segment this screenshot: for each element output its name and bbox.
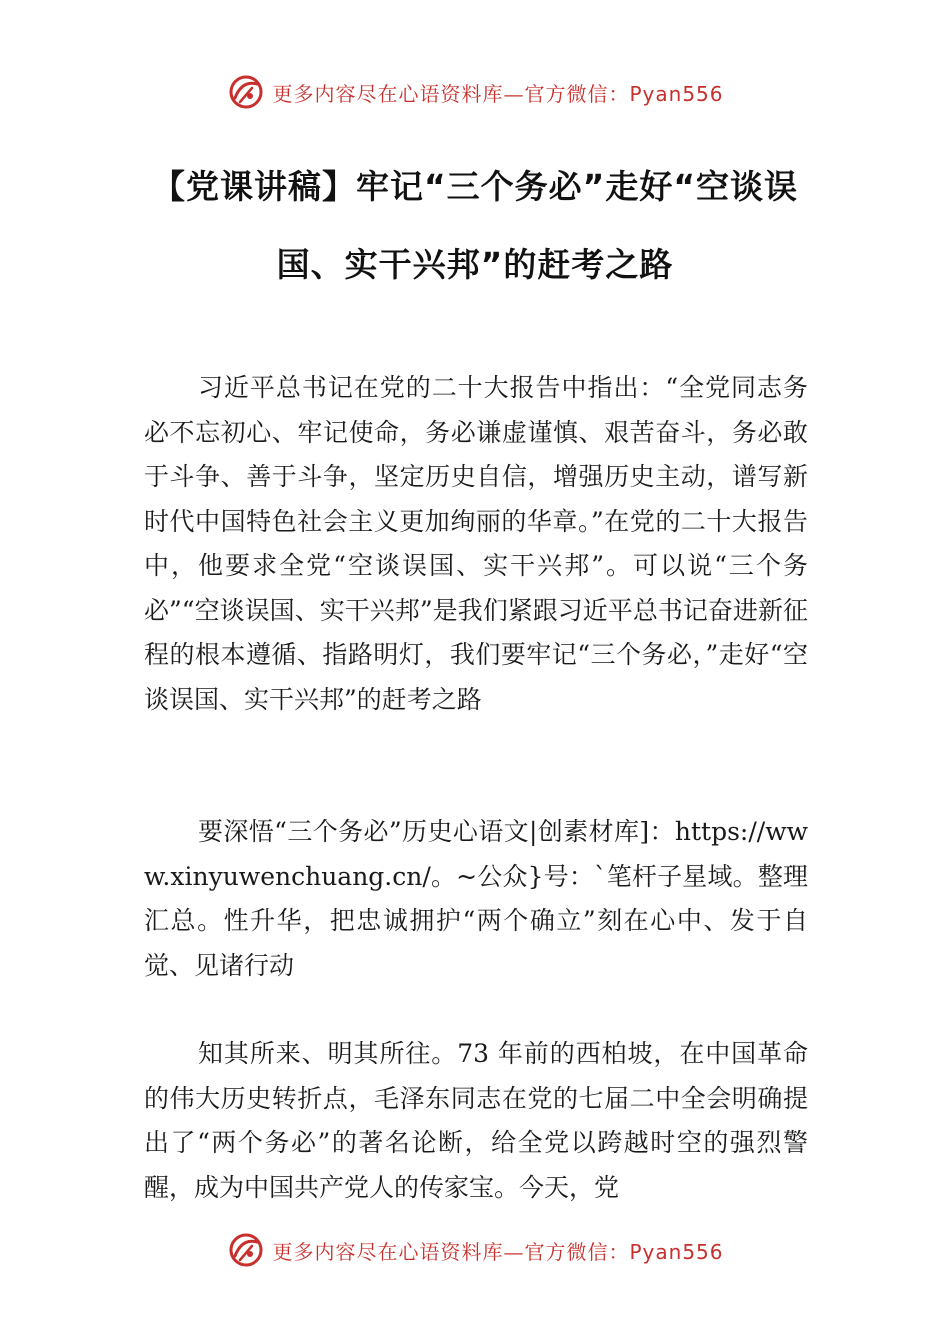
wechat-handle: Pyan556 <box>629 1239 724 1264</box>
red-seal-logo-icon <box>226 72 266 112</box>
header-banner <box>0 70 950 114</box>
paragraph-2: 要深悟“三个务必”历史心语文|创素材库]：https://www.xinyuwenchuang.cn/。~公众}号：`笔杆子星域。整理汇总。性升华，把忠诚拥护“两个确立”刻在心中、发于自觉、见诸行动 <box>144 817 808 980</box>
wechat-handle: Pyan556 <box>629 81 724 106</box>
document-title: 【党课讲稿】牢记“三个务必”走好“空谈误国、实干兴邦”的赶考之路 <box>151 167 799 284</box>
banner-label: 更多内容尽在心语资料库—官方微信： <box>272 81 630 106</box>
banner-text <box>272 78 723 107</box>
banner-text <box>272 1236 723 1265</box>
footer-banner <box>0 1228 950 1272</box>
red-seal-logo-icon <box>226 1230 266 1270</box>
banner-label: 更多内容尽在心语资料库—官方微信： <box>272 1239 630 1264</box>
paragraph-1: 习近平总书记在党的二十大报告中指出：“全党同志务必不忘初心、牢记使命，务必谦虚谨慎、艰苦奋斗，务必敢于斗争、善于斗争，坚定历史自信，增强历史主动，谱写新时代中国特色社会主义更加绚丽的华章。”在党的二十大报告中，他要求全党“空谈误国、实干兴邦”。可以说“三个务必”“空谈误国、实干兴邦”是我们紧跟习近平总书记奋进新征程的根本遵循、指路明灯，我们要牢记“三个务必，”走好“空谈误国、实干兴邦”的赶考之路 <box>144 373 808 714</box>
paragraph-3: 知其所来、明其所往。73 年前的西柏坡，在中国革命的伟大历史转折点，毛泽东同志在党的七届二中全会明确提出了“两个务必”的著名论断，给全党以跨越时空的强烈警醒，成为中国共产党人的传家宝。今天，党 <box>144 1039 808 1202</box>
